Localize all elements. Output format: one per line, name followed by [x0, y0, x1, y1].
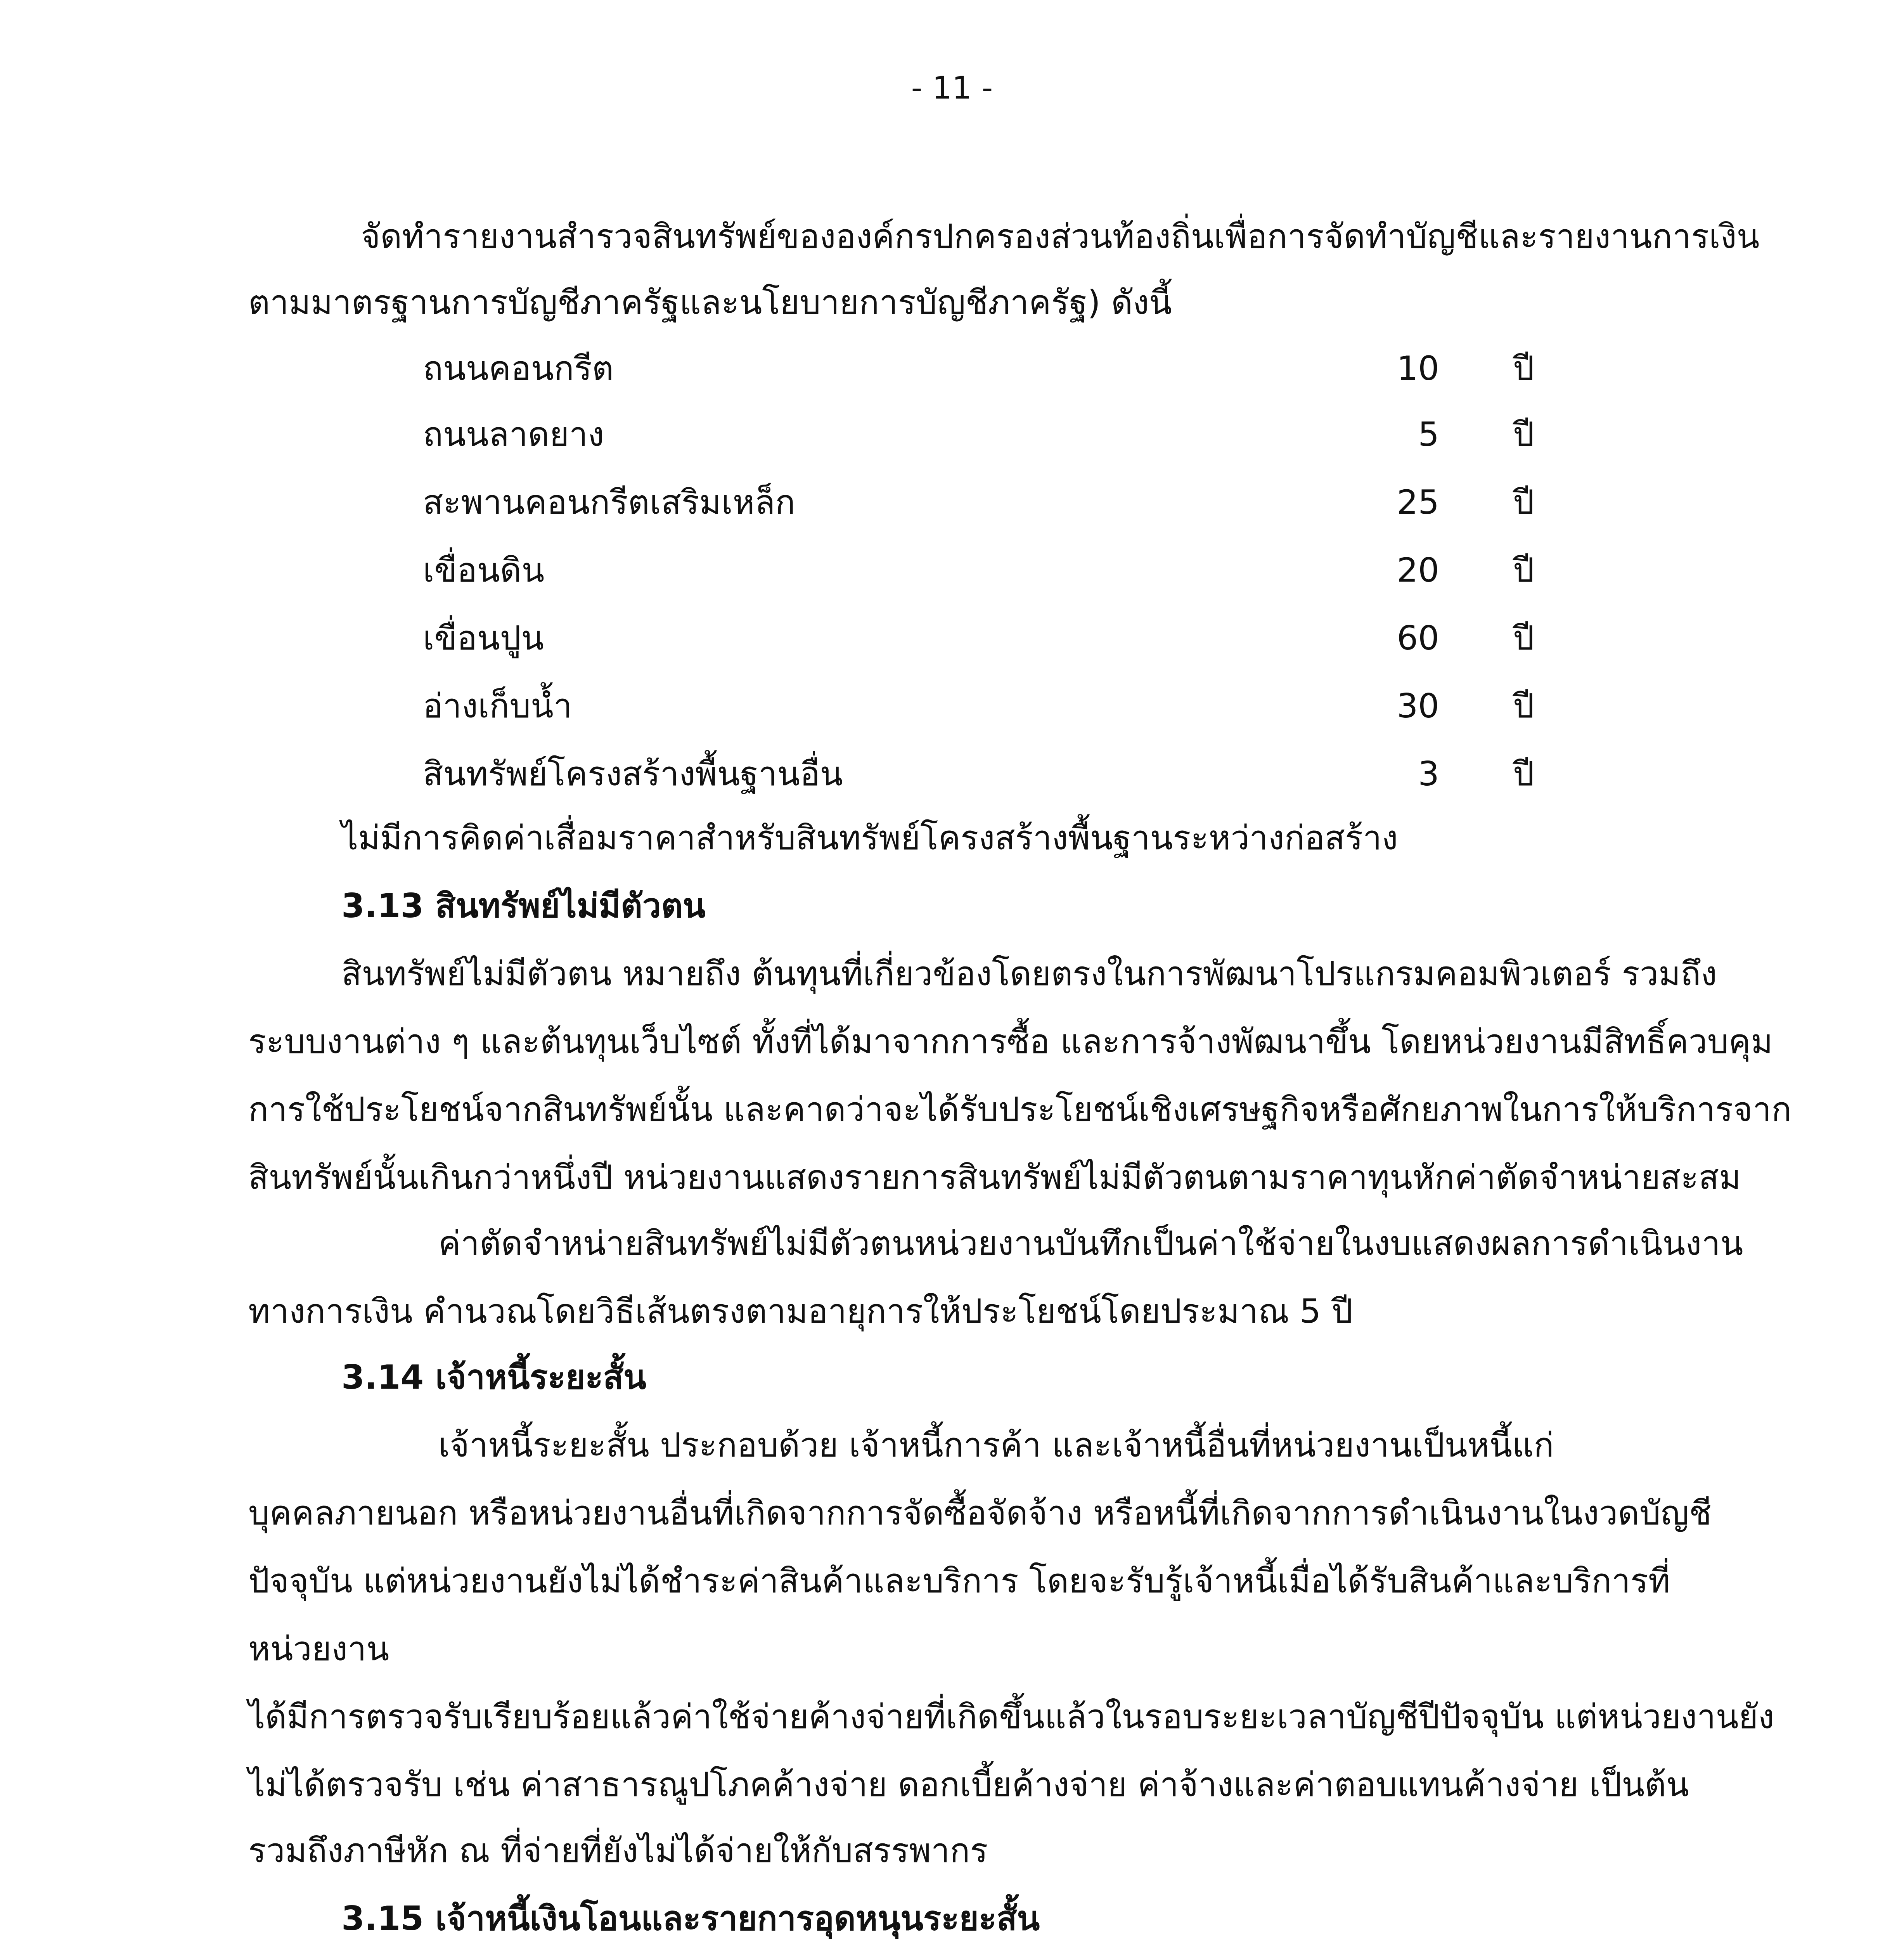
- section-3-13-paragraph-2-line: ค่าตัดจำหน่ายสินทรัพย์ไม่มีตัวตนหน่วยงานบันทึกเป็นค่าใช้จ่ายในงบแสดงผลการดำเนินงาน: [438, 1224, 1743, 1263]
- asset-unit: ปี: [1513, 619, 1534, 658]
- section-3-14-paragraph-line: บุคคลภายนอก หรือหน่วยงานอื่นที่เกิดจากการจัดซื้อจัดจ้าง หรือหนี้ที่เกิดจากการดำเนินงานในงวดบัญชี: [248, 1494, 1712, 1533]
- section-3-14-paragraph-line: รวมถึงภาษีหัก ณ ที่จ่ายที่ยังไม่ได้จ่ายให้กับสรรพากร: [248, 1831, 988, 1870]
- depreciation-row: [0, 483, 1904, 530]
- section-3-14-paragraph-line: หน่วยงาน: [248, 1630, 389, 1668]
- asset-name: ถนนลาดยาง: [423, 415, 604, 454]
- asset-unit: ปี: [1513, 755, 1534, 793]
- depreciation-row: [0, 551, 1904, 598]
- asset-name: สะพานคอนกรีตเสริมเหล็ก: [423, 483, 796, 522]
- asset-name: อ่างเก็บน้ำ: [423, 687, 573, 726]
- asset-unit: ปี: [1513, 483, 1534, 522]
- section-3-14-paragraph-line: ได้มีการตรวจรับเรียบร้อยแล้วค่าใช้จ่ายค้างจ่ายที่เกิดขึ้นแล้วในรอบระยะเวลาบัญชีปีปัจจุบัน แต่หน่วยงานยัง: [248, 1698, 1774, 1736]
- asset-name: เขื่อนปูน: [423, 619, 544, 658]
- asset-years: 25: [1397, 483, 1439, 522]
- intro-line-2: ตามมาตรฐานการบัญชีภาครัฐและนโยบายการบัญชีภาครัฐ) ดังนี้: [248, 283, 1172, 322]
- asset-years: 5: [1418, 415, 1439, 454]
- asset-unit: ปี: [1513, 415, 1534, 454]
- section-3-14-paragraph-line: ไม่ได้ตรวจรับ เช่น ค่าสาธารณูปโภคค้างจ่าย ดอกเบี้ยค้างจ่าย ค่าจ้างและค่าตอบแทนค้างจ่าย เป็นต้น: [248, 1765, 1689, 1804]
- section-3-13-paragraph-2-line: ทางการเงิน คำนวณโดยวิธีเส้นตรงตามอายุการให้ประโยชน์โดยประมาณ 5 ปี: [248, 1292, 1353, 1331]
- asset-unit: ปี: [1513, 551, 1534, 590]
- depreciation-row: [0, 349, 1904, 396]
- asset-years: 3: [1418, 755, 1439, 793]
- page-number: - 11 -: [911, 70, 993, 106]
- no-depreciation-note: ไม่มีการคิดค่าเสื่อมราคาสำหรับสินทรัพย์โครงสร้างพื้นฐานระหว่างก่อสร้าง: [341, 819, 1398, 857]
- section-3-13-paragraph-1-line: การใช้ประโยชน์จากสินทรัพย์นั้น และคาดว่าจะได้รับประโยชน์เชิงเศรษฐกิจหรือศักยภาพในการให้บริการจาก: [248, 1090, 1792, 1129]
- asset-years: 30: [1397, 687, 1439, 726]
- section-3-15-heading: 3.15 เจ้าหนี้เงินโอนและรายการอุดหนุนระยะสั้น: [341, 1899, 1040, 1938]
- asset-years: 10: [1397, 349, 1439, 388]
- section-3-13-paragraph-1-line: ระบบงานต่าง ๆ และต้นทุนเว็บไซต์ ทั้งที่ได้มาจากการซื้อ และการจ้างพัฒนาขึ้น โดยหน่วยงานมีสิทธิ์ควบคุม: [248, 1022, 1773, 1061]
- asset-unit: ปี: [1513, 687, 1534, 726]
- asset-unit: ปี: [1513, 349, 1534, 388]
- section-3-13-heading: 3.13 สินทรัพย์ไม่มีตัวตน: [341, 887, 706, 925]
- section-3-14-heading: 3.14 เจ้าหนี้ระยะสั้น: [341, 1358, 646, 1397]
- depreciation-row: [0, 687, 1904, 733]
- section-3-14-paragraph-line: เจ้าหนี้ระยะสั้น ประกอบด้วย เจ้าหนี้การค้า และเจ้าหนี้อื่นที่หน่วยงานเป็นหนี้แก่: [438, 1426, 1554, 1465]
- asset-years: 20: [1397, 551, 1439, 590]
- intro-line-1: จัดทำรายงานสำรวจสินทรัพย์ขององค์กรปกครองส่วนท้องถิ่นเพื่อการจัดทำบัญชีและรายงานการเงิน: [361, 217, 1760, 256]
- asset-name: สินทรัพย์โครงสร้างพื้นฐานอื่น: [423, 755, 843, 793]
- section-3-14-paragraph-line: ปัจจุบัน แต่หน่วยงานยังไม่ได้ชำระค่าสินค้าและบริการ โดยจะรับรู้เจ้าหนี้เมื่อได้รับสินค้าและบริการที่: [248, 1562, 1670, 1600]
- asset-name: เขื่อนดิน: [423, 551, 545, 590]
- depreciation-row: [0, 755, 1904, 801]
- asset-name: ถนนคอนกรีต: [423, 349, 614, 388]
- section-3-13-paragraph-1-line: สินทรัพย์ไม่มีตัวตน หมายถึง ต้นทุนที่เกี่ยวข้องโดยตรงในการพัฒนาโปรแกรมคอมพิวเตอร์ รวมถึง: [341, 954, 1717, 993]
- section-3-13-paragraph-1-line: สินทรัพย์นั้นเกินกว่าหนึ่งปี หน่วยงานแสดงรายการสินทรัพย์ไม่มีตัวตนตามราคาทุนหักค่าตัดจำหน่ายสะสม: [248, 1158, 1741, 1197]
- depreciation-row: [0, 619, 1904, 665]
- asset-years: 60: [1397, 619, 1439, 658]
- depreciation-row: [0, 415, 1904, 462]
